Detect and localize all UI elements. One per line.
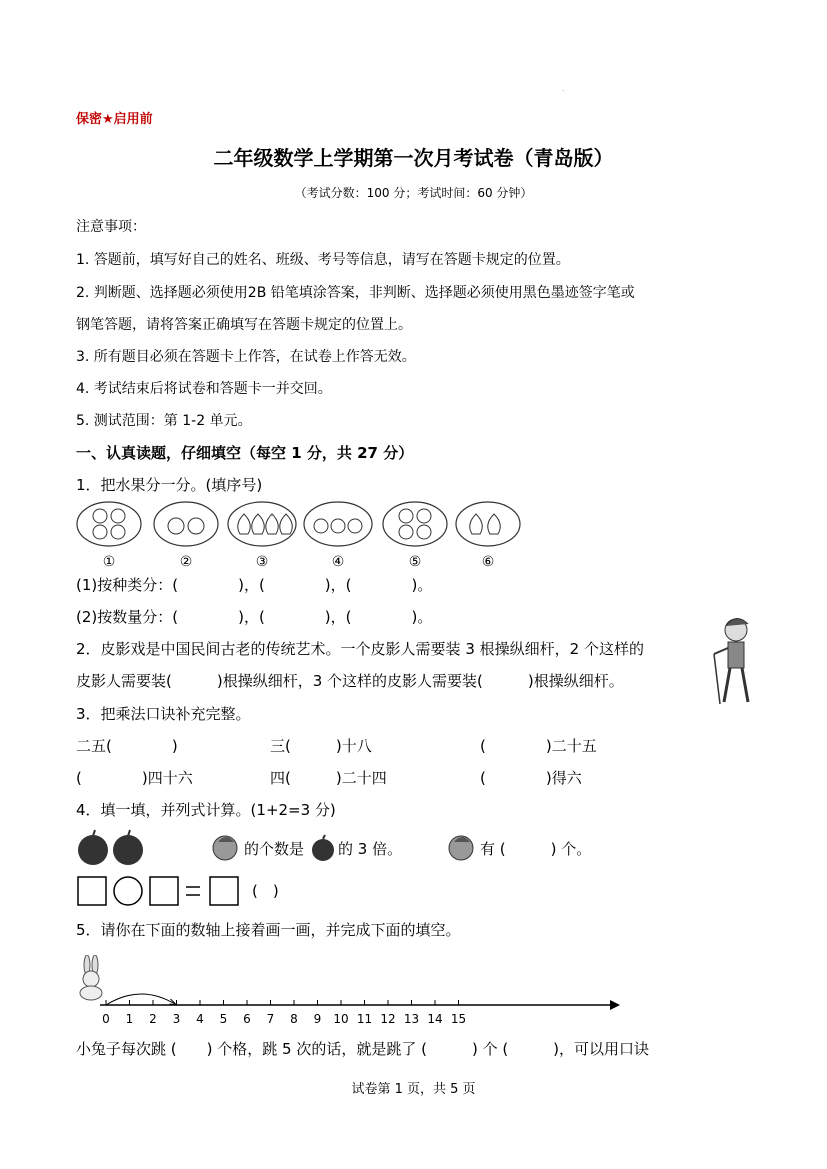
q3-blank: 四( )二十四 — [270, 769, 387, 787]
note-item: 2. 判断题、选择题必须使用2B 铅笔填涂答案，非判断、选择题必须使用黑色墨迹签字笔或 — [76, 285, 635, 301]
shadow-puppet-icon — [706, 614, 762, 706]
fruit-groups — [76, 498, 536, 570]
q3-blank: ( )得六 — [480, 769, 582, 787]
number-line-label: 9 — [313, 1012, 322, 1026]
number-line-label: 15 — [450, 1012, 467, 1026]
question-5-stem: 5．请你在下面的数轴上接着画一画，并完成下面的填空。 — [76, 921, 461, 939]
fruit-oval-5 — [383, 502, 447, 546]
number-line-label: 11 — [356, 1012, 373, 1026]
number-line-label: 6 — [243, 1012, 251, 1026]
oval-label: ⑥ — [481, 554, 495, 570]
number-line-label: 7 — [266, 1012, 275, 1026]
oval-label: ③ — [255, 554, 269, 570]
question-4-stem: 4．填一填，并列式计算。(1+2=3 分) — [76, 801, 336, 819]
q3-blank: ( )四十六 — [76, 769, 193, 787]
q3-blank: 三( )十八 — [270, 737, 372, 755]
number-line-label: 10 — [333, 1012, 349, 1026]
page-footer: 试卷第 1 页，共 5 页 — [351, 1082, 476, 1097]
jump-arc — [106, 994, 177, 1005]
peach-icon — [210, 832, 240, 862]
number-line-label: 12 — [380, 1012, 396, 1026]
fruit-oval-3 — [228, 502, 296, 546]
axis-arrow — [610, 1000, 620, 1010]
fruit-oval-1 — [77, 502, 141, 546]
note-item: 4. 考试结束后将试卷和答题卡一并交回。 — [76, 381, 332, 397]
q4-text: 有 ( ) 个。 — [480, 840, 592, 858]
note-item: 3. 所有题目必须在答题卡上作答，在试卷上作答无效。 — [76, 349, 416, 365]
number-line — [76, 980, 626, 1028]
notes-heading: 注意事项： — [76, 219, 146, 235]
fruit-oval-6 — [456, 502, 520, 546]
note-item: 5. 测试范围：第 1-2 单元。 — [76, 413, 252, 429]
number-line-label: 1 — [125, 1012, 134, 1026]
number-line-label: 8 — [290, 1012, 298, 1026]
number-line-label: 3 — [172, 1012, 181, 1026]
number-line-label: 13 — [403, 1012, 420, 1026]
question-2-line2: 皮影人需要装( )根操纵细杆，3 个这样的皮影人需要装( )根操纵细杆。 — [76, 672, 624, 690]
note-item: 钢笔答题，请将答案正确填写在答题卡规定的位置上。 — [76, 317, 412, 333]
number-line-label: 4 — [196, 1012, 204, 1026]
equation-boxes — [76, 874, 246, 908]
oval-label: ④ — [331, 554, 345, 570]
q4-text: 的 3 倍。 — [338, 840, 403, 858]
page-title: 二年级数学上学期第一次月考试卷（青岛版） — [213, 146, 614, 170]
fruit-oval-4 — [304, 502, 372, 546]
unit-blank: ( ) — [252, 882, 279, 900]
q3-blank: 二五( ) — [76, 737, 178, 755]
peach-icon — [446, 832, 476, 862]
question-2-line1: 2．皮影戏是中国民间古老的传统艺术。一个皮影人需要装 3 根操纵细杆，2 个这样的 — [76, 640, 644, 658]
question-1-line1: (1)按种类分：( )，( )，( )。 — [76, 576, 433, 594]
oval-label: ② — [179, 554, 193, 570]
number-line-label: 0 — [102, 1012, 110, 1026]
number-line-label: 2 — [149, 1012, 157, 1026]
number-line-label: 5 — [219, 1012, 228, 1026]
question-3-stem: 3．把乘法口诀补充完整。 — [76, 705, 251, 723]
stray-mark: . — [562, 84, 565, 93]
note-item: 1. 答题前，填写好自己的姓名、班级、考号等信息，请写在答题卡规定的位置。 — [76, 252, 570, 268]
confidential-label: 保密★启用前 — [76, 112, 153, 127]
exam-info: （考试分数：100 分；考试时间：60 分钟） — [294, 186, 533, 200]
apple-icon — [310, 834, 336, 862]
number-line-label: 14 — [427, 1012, 443, 1026]
apple-pair-icon — [76, 828, 148, 866]
question-1-stem: 1．把水果分一分。(填序号) — [76, 476, 263, 494]
question-5-answer: 小兔子每次跳 ( ) 个格，跳 5 次的话，就是跳了 ( ) 个 ( )，可以用口诀 — [76, 1040, 650, 1058]
question-1-line2: (2)按数量分：( )，( )，( )。 — [76, 608, 433, 626]
oval-label: ① — [102, 554, 116, 570]
oval-label: ⑤ — [408, 554, 422, 570]
q3-blank: ( )二十五 — [480, 737, 597, 755]
fruit-oval-2 — [154, 502, 218, 546]
q4-text: 的个数是 — [244, 840, 305, 858]
section-heading: 一、认真读题，仔细填空（每空 1 分，共 27 分） — [76, 444, 414, 462]
